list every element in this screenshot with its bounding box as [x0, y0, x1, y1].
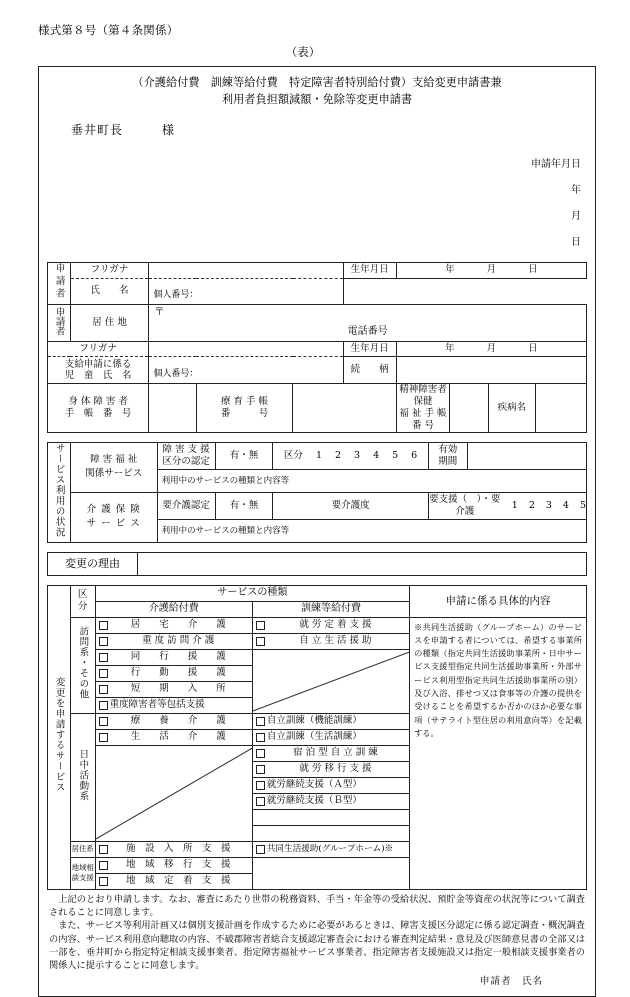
- agreement-text: [47, 890, 587, 991]
- child-mynumber-label: 個人番号：: [153, 369, 199, 380]
- agreement-paragraph-1: 上記のとおり申請します。なお、審査にあたり世帯の税務資料、手当・年金等の受給状況、預貯金等資産の状況等について調査されることに同意します。: [49, 893, 585, 918]
- applicant-birth-value[interactable]: [396, 262, 586, 278]
- empty-right-cell-chiiki: [252, 857, 409, 889]
- service-type-header: サービスの種類: [95, 585, 410, 601]
- child-birth-day: 日: [528, 343, 538, 355]
- checkbox-icon[interactable]: [99, 861, 108, 870]
- services-kubun-line1: 区: [77, 588, 88, 600]
- service-checkbox-kyotaku[interactable]: 居 宅 介 護: [95, 617, 252, 633]
- kaigo-value-2[interactable]: 2: [528, 499, 535, 511]
- side-label: （表）: [285, 45, 321, 59]
- disability-category-cert-line1: 障 害 支 援: [162, 443, 210, 455]
- checkbox-icon[interactable]: [256, 733, 265, 742]
- mental-handbook-label: [396, 384, 450, 433]
- kaigo-degree-label: 要介護度: [273, 492, 428, 519]
- checkbox-icon[interactable]: [99, 877, 108, 886]
- checkbox-icon[interactable]: [99, 637, 108, 646]
- checkbox-icon[interactable]: [256, 717, 265, 726]
- ryouiku-handbook-label-line2: 番 号: [220, 407, 269, 419]
- group-label-houmon: 訪問系・その他: [70, 617, 95, 713]
- ryouiku-handbook-label: [196, 384, 292, 433]
- checkbox-icon[interactable]: [256, 749, 265, 758]
- group-label-nicchu: 日中活動系: [70, 713, 95, 841]
- service-checkbox-judo-hokatsu[interactable]: 重度障害者等包括支援: [95, 697, 252, 713]
- child-birth-value[interactable]: [396, 342, 586, 357]
- kaigo-value-1[interactable]: 1: [511, 499, 518, 511]
- checkbox-icon[interactable]: [256, 621, 265, 630]
- welfare-using-services[interactable]: 利用中のサービスの種類と内容等: [157, 469, 586, 492]
- service-checkbox-chiiki-teichaku[interactable]: 地 域 定 着 支 援: [95, 873, 252, 889]
- valid-period-value[interactable]: [467, 442, 586, 469]
- service-status-table: [47, 442, 587, 543]
- postal-mark-icon: 〒: [154, 307, 165, 319]
- child-relation-value[interactable]: [396, 357, 586, 384]
- kaigo-insurance-line1: 介 護 保 険: [86, 503, 141, 515]
- group-label-chiiki: [70, 857, 95, 889]
- welfare-cert-row: [48, 442, 587, 469]
- kaigo-using-services[interactable]: 利用中のサービスの種類と内容等: [157, 519, 586, 542]
- physical-handbook-label: [48, 384, 149, 433]
- empty-right-cell: [252, 825, 409, 841]
- kubun-value-6[interactable]: 6: [411, 449, 418, 461]
- checkbox-icon[interactable]: [99, 701, 108, 710]
- form-number: 様式第８号（第４条関係）: [38, 23, 179, 37]
- applicant-table: [47, 262, 587, 433]
- kubun-value-1[interactable]: 1: [315, 449, 322, 461]
- service-checkbox-seikatsu-kaigo[interactable]: 生 活 介 護: [95, 729, 252, 745]
- reason-label: 変更の理由: [48, 552, 138, 575]
- ryouiku-handbook-value[interactable]: [293, 384, 396, 433]
- service-checkbox-jiritsu-seikatsu-enjo[interactable]: 自 立 生 活 援 助: [252, 633, 409, 649]
- checkbox-icon[interactable]: [99, 621, 108, 630]
- kaigo-insurance-line2: サ ー ビ ス: [86, 518, 141, 530]
- physical-handbook-label-line2: 手 帳 番 号: [64, 407, 132, 419]
- checkbox-icon[interactable]: [99, 717, 108, 726]
- group-label-kyoju: 居住系: [70, 841, 95, 857]
- kaigo-cert-row: [48, 492, 587, 519]
- kubun-value-4[interactable]: 4: [373, 449, 380, 461]
- applicant-birth-day: 日: [528, 264, 538, 276]
- services-header-row-1: [48, 585, 587, 601]
- slash-cell-lower: [95, 745, 252, 841]
- kubun-value-3[interactable]: 3: [354, 449, 361, 461]
- detail-header: 申請に係る具体的内容: [410, 585, 587, 617]
- disease-value[interactable]: [536, 384, 587, 433]
- mental-handbook-label-line1: 精神障害者保健: [399, 384, 447, 407]
- applicant-furigana-value[interactable]: [149, 262, 343, 278]
- applicant-birth-year: 年: [444, 264, 455, 276]
- child-furigana-row: [48, 342, 587, 357]
- service-checkbox-shuro-teichaku[interactable]: 就 労 定 着 支 援: [252, 617, 409, 633]
- checkbox-icon[interactable]: [256, 765, 265, 774]
- child-birth-month: 月: [486, 343, 497, 355]
- applicant-birth-spacer: [343, 278, 586, 304]
- applicant-vertical-label: 申請者: [48, 262, 71, 304]
- child-birth-year: 年: [444, 343, 455, 355]
- services-kubun-line2: 分: [77, 601, 88, 613]
- applicant-name-label: 氏 名: [70, 278, 149, 304]
- welfare-service-label-line2: 関係サービス: [85, 468, 143, 480]
- child-name-label-line2: 児 童 氏 名: [64, 370, 132, 382]
- checkbox-icon[interactable]: [99, 733, 108, 742]
- service-checkbox-kodo-engo[interactable]: 行 動 援 護: [95, 665, 252, 681]
- applicant-residence-value[interactable]: [149, 305, 587, 342]
- services-kubun-label: [70, 585, 95, 617]
- kaigo-value-5[interactable]: 5: [579, 499, 586, 511]
- addressee: 垂井町長 様: [71, 122, 176, 137]
- applicant-furigana-row: [48, 262, 587, 278]
- application-date-month: 月: [571, 210, 581, 222]
- service-checkbox-chiiki-iko[interactable]: 地 域 移 行 支 援: [95, 857, 252, 873]
- service-checkbox-doko-engo[interactable]: 同 行 援 護: [95, 649, 252, 665]
- applicant-mynumber-field[interactable]: [149, 278, 343, 304]
- reason-row: [48, 552, 587, 575]
- child-name-label-line1: 支給申請に係る: [64, 358, 132, 370]
- kaigo-value-3[interactable]: 3: [545, 499, 552, 511]
- service-checkbox-shuro-iko[interactable]: 就 労 移 行 支 援: [252, 761, 409, 777]
- empty-right-cell: [252, 809, 409, 825]
- slash-cell-upper: [252, 649, 409, 713]
- signature-label: 申請者 氏名: [479, 975, 543, 987]
- kaigo-insurance-label: [70, 492, 157, 542]
- checkbox-icon[interactable]: [256, 797, 265, 806]
- applicant-birth-month: 月: [486, 264, 497, 276]
- applicant-residence-label: 居 住 地: [70, 305, 149, 342]
- group-label-chiiki-line1: 地域相: [71, 863, 94, 873]
- phone-label: 電話番号: [347, 325, 388, 337]
- valid-period-label: [428, 442, 467, 469]
- service-checkbox-shuro-keizoku-a[interactable]: 就労継続支援（Ａ型）: [252, 777, 409, 793]
- welfare-service-label-line1: 障 害 福 祉: [90, 453, 138, 465]
- kaigo-levels-cell[interactable]: [428, 492, 586, 519]
- kaigo-benefit-header: 介護給付費: [95, 601, 252, 617]
- service-checkbox-judo-homon[interactable]: 重 度 訪 問 介 護: [95, 633, 252, 649]
- applicant-mynumber-label: 個人番号：: [153, 289, 199, 300]
- service-checkbox-jiritsu-kuntai-seikatsu[interactable]: 自立訓練（生活訓練）: [252, 729, 409, 745]
- reason-table: [47, 552, 587, 576]
- kubun-value-2[interactable]: 2: [334, 449, 342, 461]
- mental-handbook-label-line2: 福 祉 手 帳 番 号: [399, 407, 447, 431]
- form-body: [38, 66, 596, 997]
- services-table: [47, 585, 587, 890]
- disability-category-cert-label: [157, 442, 215, 469]
- service-checkbox-jiritsu-kuntai-kino[interactable]: 自立訓練（機能訓練）: [252, 713, 409, 729]
- applicant-birth-label: 生年月日: [343, 262, 396, 278]
- services-vertical-label: 変更を申請するサービス: [48, 585, 71, 889]
- child-furigana-label: フリガナ: [48, 342, 149, 357]
- physical-handbook-value[interactable]: [149, 384, 197, 433]
- child-name-label: [48, 357, 149, 384]
- reason-value[interactable]: [138, 552, 587, 575]
- applicant-residence-row: [48, 305, 587, 342]
- application-date-label: 申請年月日: [531, 158, 581, 170]
- service-checkbox-shukuhaku-jiritsu[interactable]: 宿 泊 型 自 立 訓 練: [252, 745, 409, 761]
- checkbox-icon[interactable]: [256, 637, 265, 646]
- applicant-furigana-label: フリガナ: [70, 262, 149, 278]
- checkbox-icon[interactable]: [99, 845, 108, 854]
- kaigo-cert-yesno[interactable]: 有・無: [215, 492, 273, 519]
- child-birth-label: 生年月日: [343, 342, 396, 357]
- checkbox-icon[interactable]: [99, 685, 108, 694]
- valid-period-line1: 有効: [438, 443, 458, 455]
- service-checkbox-ryoyo-kaigo[interactable]: 療 養 介 護: [95, 713, 252, 729]
- disability-cert-yesno[interactable]: 有・無: [215, 442, 273, 469]
- detail-note[interactable]: ※共同生活援助（グループホーム）のサービスを申請する者については、希望する事業所の種類（指定共同生活援助事業所・日中サービス支援型指定共同生活援助事業所・外部サービス利用型指定共同生活援助事業所の別）及び入浴、排せつ又は食事等の介護の提供を受けることを希望するか否かのほか必要な事項（サテライト型住居の利用意向等）を記載する。: [410, 617, 587, 889]
- kaigo-cert-label: 要介護認定: [157, 492, 215, 519]
- diagonal-line-icon: [253, 650, 409, 713]
- service-checkbox-shisetsu-nyusho[interactable]: 施 設 入 所 支 援: [95, 841, 252, 857]
- kubun-label: 区分: [283, 449, 303, 461]
- valid-period-line2: 期間: [438, 455, 458, 467]
- disability-category-cert-line2: 区分の認定: [162, 455, 210, 467]
- handbook-row: [48, 384, 587, 433]
- checkbox-icon[interactable]: [99, 669, 108, 678]
- mental-handbook-value[interactable]: [450, 384, 488, 433]
- service-checkbox-tanki-nyusho[interactable]: 短 期 入 所: [95, 681, 252, 697]
- agreement-paragraph-2: また、サービス等利用計画又は個別支援計画を作成するために必要があるときは、障害支援区分認定に係る認定調査・概況調査の内容、サービス利用意向聴取の内容、不破郡障害者総合支援認定審査会における審査判定結果・意見及び医師意見書の全部又は一部を、垂井町から指定特定相談支援事業者、指定障害福祉サービス事業者、指定障害者支援施設又は指定一般相談支援事業者の関係人に提示することに同意します。: [49, 920, 585, 972]
- application-date-row: [47, 144, 587, 259]
- service-status-vertical-label: サービス利用の状況: [48, 442, 71, 542]
- disease-label: 疾病名: [488, 384, 536, 433]
- form-title-line2: 利用者負担額減額・免除等変更申請書: [221, 93, 413, 107]
- service-checkbox-shuro-keizoku-b[interactable]: 就労継続支援（Ｂ型）: [252, 793, 409, 809]
- child-name-row: [48, 357, 587, 384]
- checkbox-icon[interactable]: [99, 653, 108, 662]
- ryouiku-handbook-label-line1: 療 育 手 帳: [221, 395, 269, 407]
- kunren-benefit-header: 訓練等給付費: [252, 601, 409, 617]
- child-furigana-value[interactable]: [149, 342, 343, 357]
- form-title: [47, 74, 587, 109]
- service-checkbox-kyodo-seikatsu-enjo[interactable]: 共同生活援助(グループホーム)※: [252, 841, 409, 857]
- physical-handbook-label-line1: 身 体 障 害 者: [68, 395, 128, 407]
- welfare-service-label: [70, 442, 157, 492]
- applicant-name-row: [48, 278, 587, 304]
- checkbox-icon[interactable]: [256, 845, 265, 854]
- form-title-line1: （介護給付費 訓練等給付費 特定障害者特別給付費）支給変更申請書兼: [132, 76, 502, 89]
- checkbox-icon[interactable]: [256, 781, 265, 790]
- kubun-value-5[interactable]: 5: [392, 449, 399, 461]
- child-mynumber-field[interactable]: [149, 357, 343, 384]
- group-label-chiiki-line2: 談支援: [71, 873, 94, 883]
- service-row: [48, 617, 587, 633]
- child-relation-label: 続 柄: [343, 357, 396, 384]
- diagonal-line-icon: [96, 746, 252, 841]
- kaigo-value-4[interactable]: 4: [562, 499, 569, 511]
- application-date-day: 日: [571, 236, 581, 248]
- disability-kubun-cell[interactable]: [273, 442, 428, 469]
- kaigo-levels-label: 要支援（ ）・要介護: [429, 493, 501, 517]
- applicant-vertical-label-2: 申請者: [48, 305, 71, 342]
- application-date-year: 年: [571, 184, 581, 196]
